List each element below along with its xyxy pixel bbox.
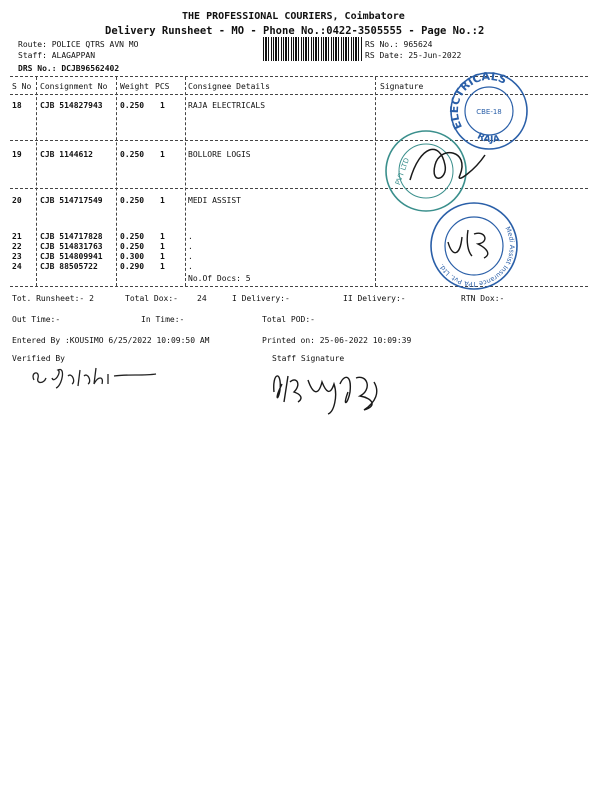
row23-consignee: . [188, 252, 193, 261]
row22-sno: 22 [12, 242, 22, 251]
entered-by: Entered By :KOUSIMO 6/25/2022 10:09:50 AM [12, 336, 210, 345]
row23-weight: 0.300 [120, 252, 145, 261]
row24-sno: 24 [12, 262, 22, 271]
row20-consignment: CJB 514717549 [40, 196, 103, 205]
verified-by-label: Verified By [12, 354, 65, 363]
row20-pcs: 1 [160, 196, 165, 205]
row24-weight: 0.290 [120, 262, 145, 271]
row22-consignee: . [188, 242, 193, 251]
no-of-docs: No.Of Docs: 5 [188, 274, 251, 283]
row19-consignment: CJB 1144612 [40, 150, 93, 159]
row19-pcs: 1 [160, 150, 165, 159]
col-header-signature: Signature [380, 82, 424, 91]
row18-pcs: 1 [160, 101, 165, 110]
staff-label: Staff: ALAGAPPAN [18, 51, 96, 60]
col-sep-1 [36, 77, 37, 286]
row20-signature [440, 222, 500, 262]
ii-delivery: II Delivery:- [343, 294, 406, 303]
runsheet-title: Delivery Runsheet - MO - Phone No.:0422-3505555 - Page No.:2 [105, 25, 485, 37]
rs-number: RS No.: 965624 [365, 40, 433, 49]
row21-sno: 21 [12, 232, 22, 241]
svg-text:PVT LTD: PVT LTD [393, 156, 412, 187]
tot-runsheet: Tot. Runsheet:- 2 [12, 294, 94, 303]
row20-weight: 0.250 [120, 196, 145, 205]
barcode [263, 37, 363, 61]
row19-rule [10, 188, 588, 189]
printed-on: Printed on: 25-06-2022 10:09:39 [262, 336, 412, 345]
rs-date: RS Date: 25-Jun-2022 [365, 51, 462, 60]
row22-pcs: 1 [160, 242, 165, 251]
row24-pcs: 1 [160, 262, 165, 271]
row21-consignment: CJB 514717828 [40, 232, 103, 241]
staff-signature-label: Staff Signature [272, 354, 345, 363]
row23-pcs: 1 [160, 252, 165, 261]
col-sep-2 [116, 77, 117, 286]
svg-text:Medi Assist Insurance TPA Pvt.: Medi Assist Insurance TPA Pvt. Ltd., [437, 225, 517, 289]
total-dox-label: Total Dox:- [125, 294, 178, 303]
row24-consignment: CJB 88505722 [40, 262, 98, 271]
row19-signature [400, 135, 490, 195]
company-title: THE PROFESSIONAL COURIERS, Coimbatore [182, 11, 405, 22]
row18-consignment: CJB 514827943 [40, 101, 103, 110]
row21-consignee: . [188, 232, 193, 241]
svg-text:RAJA: RAJA [475, 131, 501, 146]
row19-consignee: BOLLORE LOGIS [188, 150, 251, 159]
row18-consignee: RAJA ELECTRICALS [188, 101, 266, 110]
row22-weight: 0.250 [120, 242, 145, 251]
staff-signature [268, 362, 388, 422]
col-sep-4 [375, 77, 376, 286]
row22-consignment: CJB 514831763 [40, 242, 103, 251]
col-header-consignee: Consignee Details [188, 82, 270, 91]
row23-sno: 23 [12, 252, 22, 261]
row20-consignee: MEDI ASSIST [188, 196, 241, 205]
row24-consignee: . [188, 262, 193, 271]
out-time: Out Time:- [12, 315, 61, 324]
row21-weight: 0.250 [120, 232, 145, 241]
row20-sno: 20 [12, 196, 22, 205]
col-header-pcs: PCS [155, 82, 170, 91]
col-header-weight: Weight [120, 82, 149, 91]
svg-text:ELECTRICALS: ELECTRICALS [448, 70, 509, 132]
row21-pcs: 1 [160, 232, 165, 241]
route-label: Route: POLICE QTRS AVN MO [18, 40, 139, 49]
col-sep-3 [185, 77, 186, 286]
col-header-sno: S No [12, 82, 32, 91]
total-pod: Total POD:- [262, 315, 315, 324]
verified-by-signature [28, 362, 158, 392]
in-time: In Time:- [141, 315, 185, 324]
drs-number: DRS No.: DCJB96562402 [18, 64, 120, 73]
total-dox-value: 24 [197, 294, 207, 303]
stamp1-city: CBE-18 [476, 108, 502, 116]
i-delivery: I Delivery:- [232, 294, 290, 303]
row18-sno: 18 [12, 101, 22, 110]
col-header-consignment: Consignment No [40, 82, 108, 91]
rtn-dox: RTN Dox:- [461, 294, 505, 303]
row23-consignment: CJB 514809941 [40, 252, 103, 261]
row19-weight: 0.250 [120, 150, 145, 159]
row18-weight: 0.250 [120, 101, 145, 110]
row19-sno: 19 [12, 150, 22, 159]
